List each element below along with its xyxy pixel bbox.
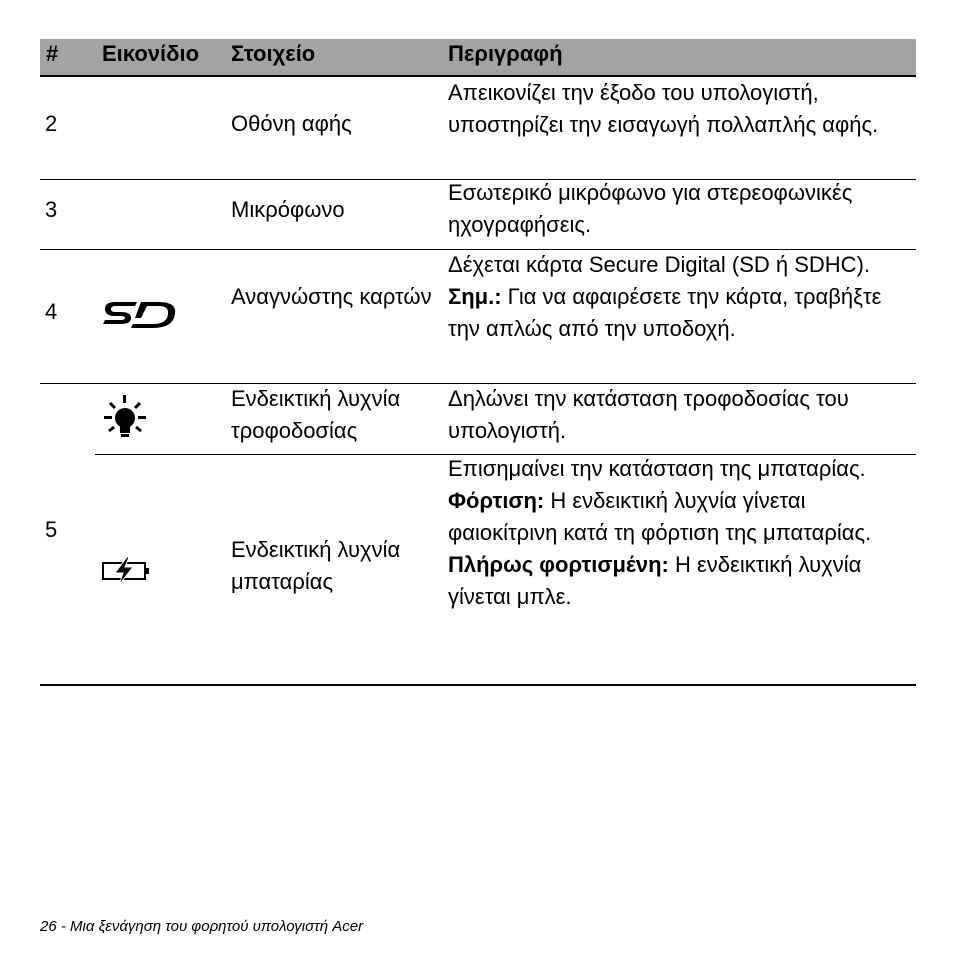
description-text: Επισημαίνει την κατάσταση της μπαταρίας. — [448, 456, 866, 481]
item-name: Ενδεικτική λυχνία τροφοδοσίας — [231, 386, 401, 443]
description-text: Δέχεται κάρτα Secure Digital (SD ή SDHC). — [448, 252, 871, 277]
page-footer: 26 - Μια ξενάγηση του φορητού υπολογιστή Acer — [40, 918, 364, 935]
item-description: Εσωτερικό μικρόφωνο για στερεοφωνικές ηχογραφήσεις. — [448, 180, 853, 237]
header-number: # — [46, 41, 59, 66]
header-description: Περιγραφή — [448, 41, 563, 66]
item-description: Δηλώνει την κατάσταση τροφοδοσίας του υπολογιστή. — [448, 386, 849, 443]
sd-card-icon — [101, 300, 181, 335]
item-name: Μικρόφωνο — [231, 197, 345, 222]
row-number: 5 — [45, 517, 58, 542]
charging-label: Φόρτιση: — [448, 488, 545, 513]
row-number: 2 — [45, 111, 58, 136]
row-number: 4 — [45, 299, 58, 324]
note-label: Σημ.: — [448, 284, 502, 309]
note-text: Για να αφαιρέσετε την κάρτα, τραβήξτε την απλώς από την υποδοχή. — [448, 284, 882, 341]
item-name: Οθόνη αφής — [231, 111, 352, 136]
item-name: Αναγνώστης καρτών — [231, 284, 432, 309]
table-header — [40, 39, 916, 77]
full-charge-text: Η ενδεικτική λυχνία γίνεται μπλε. — [448, 552, 862, 609]
battery-charge-icon — [101, 555, 151, 592]
header-item: Στοιχείο — [231, 41, 316, 66]
header-icon: Εικονίδιο — [102, 41, 200, 66]
item-description — [448, 249, 908, 345]
full-charge-label: Πλήρως φορτισμένη: — [448, 552, 669, 577]
row-number: 3 — [45, 197, 58, 222]
item-description — [448, 453, 908, 613]
table-bottom-rule — [40, 684, 916, 686]
charging-text: Η ενδεικτική λυχνία γίνεται φαιοκίτρινη κατά τη φόρτιση της μπαταρίας. — [448, 488, 872, 545]
power-light-icon — [101, 393, 149, 450]
item-name: Ενδεικτική λυχνία μπαταρίας — [231, 537, 401, 594]
item-description: Απεικονίζει την έξοδο του υπολογιστή, υποστηρίζει την εισαγωγή πολλαπλής αφής. — [448, 80, 879, 137]
